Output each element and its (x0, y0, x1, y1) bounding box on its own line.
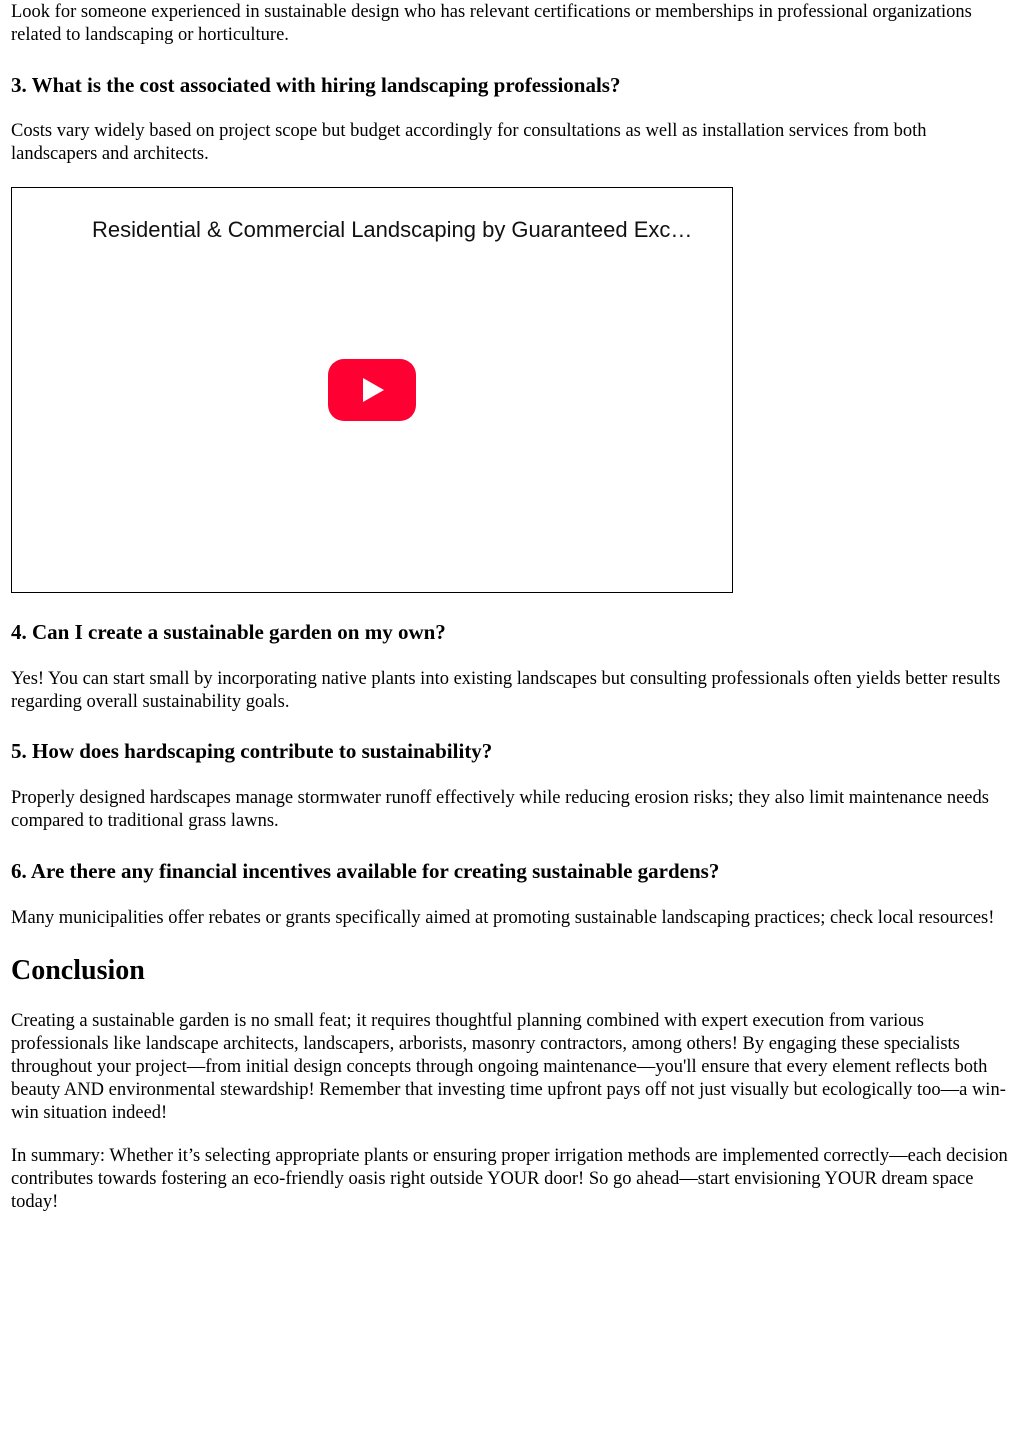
faq-4-answer: Yes! You can start small by incorporating native plants into existing landscapes but consulting professionals often yields better results regarding overall sustainability goals. (11, 669, 1001, 712)
faq-5-answer: Properly designed hardscapes manage stormwater runoff effectively while reducing erosion risks; they also limit maintenance needs compared to traditional grass lawns. (11, 788, 989, 831)
faq-3-answer: Costs vary widely based on project scope but budget accordingly for consultations as well as installation services from both landscapers and architects. (11, 121, 927, 164)
faq-3-question: 3. What is the cost associated with hiring landscaping professionals? (11, 73, 621, 97)
article-content (0, 1, 1024, 1214)
embedded-video[interactable] (11, 187, 733, 593)
faq-5-question: 5. How does hardscaping contribute to sustainability? (11, 739, 493, 763)
conclusion-heading: Conclusion (11, 955, 145, 986)
conclusion-paragraph-2: In summary: Whether it’s selecting appropriate plants or ensuring proper irrigation methods are implemented correctly—each decision contributes towards fostering an eco-friendly oasis right outside YOUR door! So go ahead—start envisioning YOUR dream space today! (11, 1146, 1008, 1212)
conclusion-paragraph-1: Creating a sustainable garden is no small feat; it requires thoughtful planning combined with expert execution from various professionals like landscape architects, landscapers, arborists, masonry contractors, among others! By engaging these specialists throughout your project—from initial design concepts through ongoing maintenance—you'll ensure that every element reflects both beauty AND environmental stewardship! Remember that investing time upfront pays off not just visually but ecologically too—a win-win situation indeed! (11, 1011, 1006, 1123)
faq-6-answer: Many municipalities offer rebates or grants specifically aimed at promoting sustainable landscaping practices; check local resources! (11, 908, 995, 928)
youtube-play-icon[interactable] (328, 359, 416, 421)
intro-paragraph: Look for someone experienced in sustainable design who has relevant certifications or memberships in professional organizations related to landscaping or horticulture. (11, 2, 972, 45)
faq-4-question: 4. Can I create a sustainable garden on my own? (11, 620, 446, 644)
video-title[interactable]: Residential & Commercial Landscaping by Guaranteed Exc… (92, 217, 693, 242)
faq-6-question: 6. Are there any financial incentives available for creating sustainable gardens? (11, 859, 720, 883)
